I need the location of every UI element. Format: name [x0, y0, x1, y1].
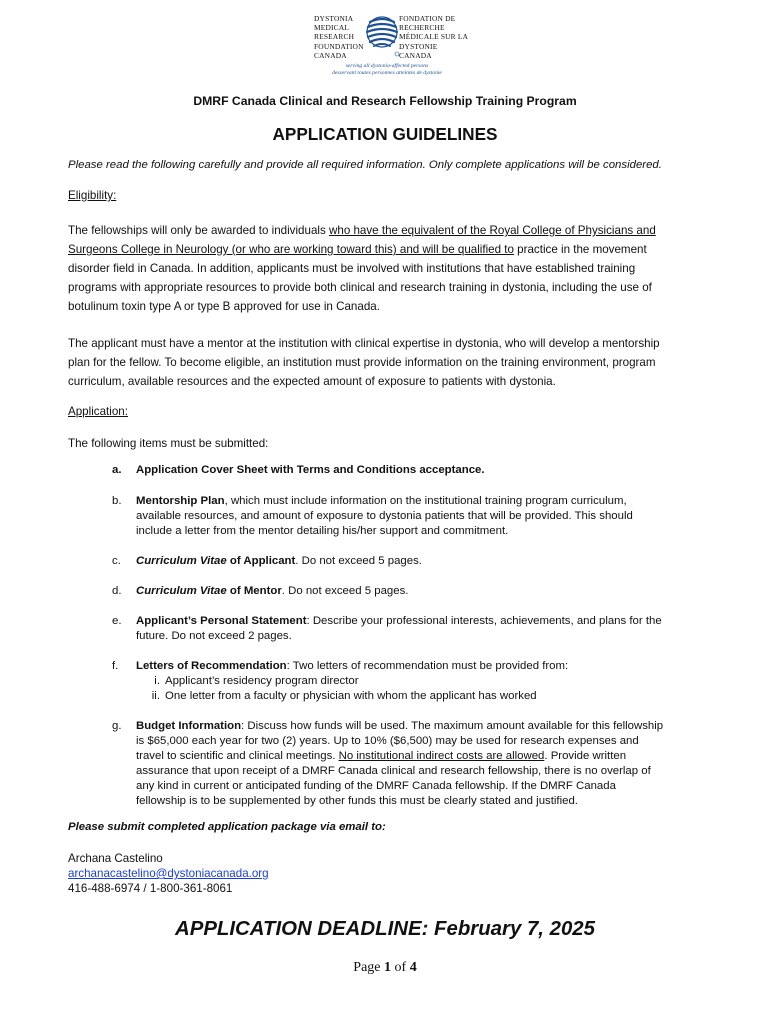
contact-phone: 416-488-6974 / 1-800-361-8061 [68, 882, 233, 895]
sub-list-item: ii. One letter from a faculty or physician with whom the applicant has worked [151, 690, 537, 702]
logo-emblem-icon [364, 12, 400, 58]
program-title: DMRF Canada Clinical and Research Fellowship Training Program [193, 94, 577, 108]
logo-tagline: serving all dystonia-affected persons desservant toutes personnes atteintes de dystonie [332, 63, 442, 76]
submit-instructions: Please submit completed application package via email to: [68, 821, 386, 833]
logo-french-name: FONDATION DE RECHERCHE MÉDICALE SUR LA DYSTONIE CANADA [399, 14, 469, 60]
eligibility-paragraph-2: The applicant must have a mentor at the institution with clinical expertise in dystonia, who will develop a mentorship plan for the fellow. To become eligible, an institution must provide information on the training environment, program curriculum, available resources and the expected amount of exposure to patients with dystonia. [68, 337, 660, 388]
logo-english-name: DYSTONIA MEDICAL RESEARCH FOUNDATION CANADA [314, 14, 364, 60]
application-heading: Application: [68, 405, 128, 418]
page-title: APPLICATION GUIDELINES [272, 124, 498, 144]
document-page: DYSTONIA MEDICAL RESEARCH FOUNDATION CANADA FONDATION DE RECHERCHE MÉDICALE SUR LA DYSTONIE CANADA serving all dystonia-affected persons desservant toutes personnes atteintes de dystonie DMRF Canada Clinical and Research Fellowship Training Program APPLICATION GUIDELINES Please read the following carefully and provide all required information. Only complete applications will be considered. Eligibility: The fellowships will only be awarded to individuals who have the equivalent of the Royal College of Physicians and Surgeons College in Neurology (or who are working toward this) and will be qualified to practice in the movement disorder field in Canada. In addition, applicants must be involved with institutions that have established training programs with appropriate resources to provide both clinical and research training in dystonia, including the use of botulinum toxin type A or type B approved for use in Canada. The applicant must have a mentor at the institution with clinical expertise in dystonia, who will develop a mentorship plan for the fellow. To become eligible, an institution must provide information on the training environment, program curriculum, available resources and the expected amount of exposure to patients with dystonia. Application: The following items must be submitted: a. Application Cover Sheet with Terms and Conditions acceptance. b. Mentorship Plan, which must include information on the institutional training program curriculum, available resources, and amount of exposure to dystonia patients that will be provided. This should include a letter from the mentor detailing his/her support and commitment. c. Curriculum Vitae of Applicant. Do not exceed 5 pages. d. Curriculum Vitae of Mentor. Do not exceed 5 pages. e. Applicant’s Personal Statement: Describe your professional interests, achievements, and plans for the future. Do not exceed 2 pages. f. Letters of Recommendation: Two letters of recommendation must be provided from: i. Applicant’s residency program director ii. One letter from a faculty or physician with whom the applicant has worked g. Budget Information: Discuss how funds will be used. The maximum amount available for this fellowship is $65,000 each year for two (2) years. Up to 10% ($6,500) may be used for research expenses and travel to scientific and clinical meetings. No institutional indirect costs are allowed. Provide written assurance that upon receipt of a DMRF Canada clinical and research fellowship, there is no overlap of any kind in current or anticipated funding of the DMRF Canada fellowship. If the DMRF Canada fellowship is to be supplemented by other funds this must be clearly stated and justified. Please submit completed application package via email to: Archana Castelino archanacastelino@dystoniacanada.org 416-488-6974 / 1-800-361-8061 APPLICATION DEADLINE: February 7, 2025 Page 1 of 4 [0, 0, 770, 1024]
eligibility-heading: Eligibility: [68, 189, 117, 202]
contact-name: Archana Castelino [68, 852, 163, 865]
contact-email-link[interactable]: archanacastelino@dystoniacanada.org [68, 867, 269, 880]
page-number: Page 1 of 4 [353, 960, 417, 975]
application-deadline: APPLICATION DEADLINE: February 7, 2025 [175, 918, 595, 940]
application-lead: The following items must be submitted: [68, 437, 269, 450]
intro-text: Please read the following carefully and provide all required information. Only complete applications will be considered. [68, 159, 662, 171]
eligibility-paragraph-1: The fellowships will only be awarded to individuals who have the equivalent of the Royal College of Physicians and Surgeons College in Neurology (or who are working toward this) and will be qualified to practice in the movement disorder field in Canada. In addition, applicants must be involved with institutions that have established training programs with appropriate resources to provide both clinical and research training in dystonia, including the use of botulinum toxin type A or type B approved for use in Canada. [68, 224, 656, 313]
sub-list-item: i. Applicant’s residency program director [154, 675, 359, 687]
dmrf-logo [312, 10, 469, 80]
contact-block [68, 851, 269, 896]
